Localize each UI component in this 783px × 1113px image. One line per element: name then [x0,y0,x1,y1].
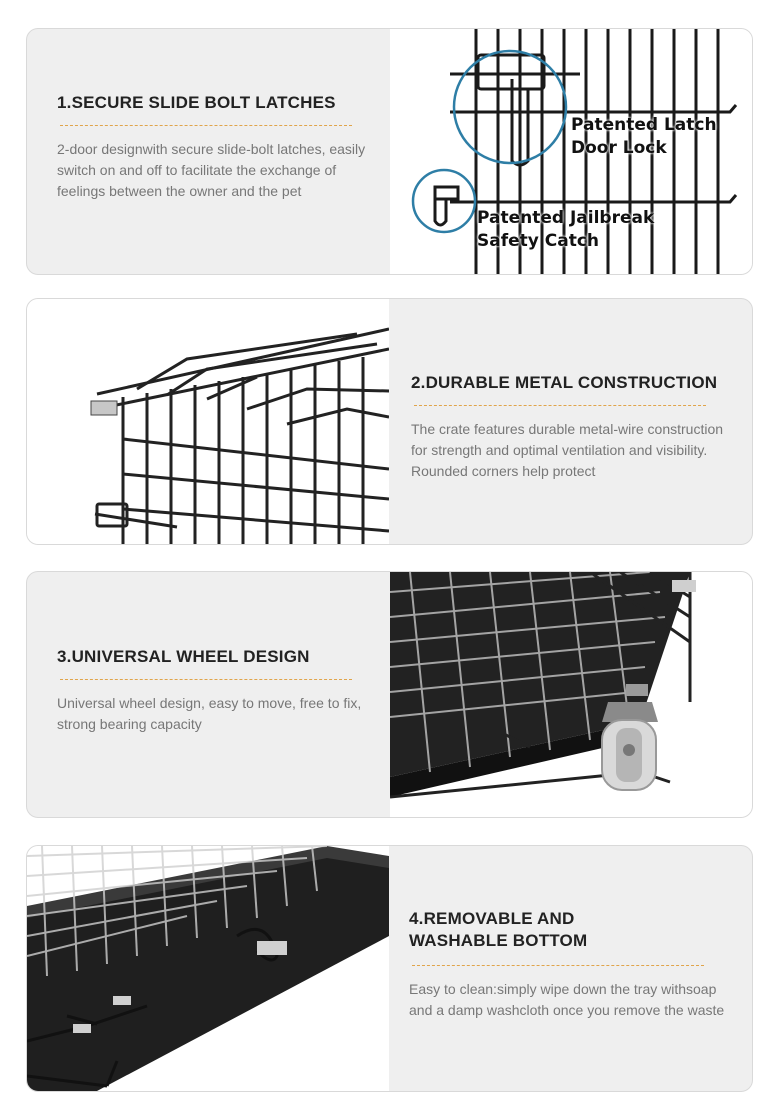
feature-text-3 [57,646,367,735]
feature-card-wheel [26,571,753,818]
dashed-divider [60,679,352,680]
feature-card-metal [26,298,753,545]
feature-card-latches [26,28,753,275]
dashed-divider [60,125,352,126]
feature-title: 3.UNIVERSAL WHEEL DESIGN [57,647,310,666]
feature-title: 2.DURABLE METAL CONSTRUCTION [411,373,718,392]
wheel-closeup-photo [390,572,752,817]
latch-callout-ring [454,51,566,163]
feature-text-4 [409,908,739,1021]
feature-description: Easy to clean:simply wipe down the tray withsoap and a damp washcloth once you remove the waste [409,981,725,1018]
feature-card-tray [26,845,753,1092]
catch-callout-label: Patented Jailbreak Safety Catch [477,208,655,251]
feature-text-2 [411,372,741,482]
tray-illustration [27,846,389,1091]
dashed-divider [414,405,706,406]
feature-description: The crate features durable metal-wire construction for strength and optimal ventilation and visibility. Rounded corners help protect [411,421,724,479]
feature-text-1 [57,92,367,202]
crate-wire-illustration [27,299,389,544]
wheel-illustration [390,572,752,817]
feature-description: 2-door designwith secure slide-bolt latches, easily switch on and off to facilitate the exchange of feelings between the owner and the pet [57,141,366,199]
feature-title: 4.REMOVABLE AND WASHABLE BOTTOM [409,909,588,950]
crate-wire-photo [27,299,389,544]
tray-photo [27,846,389,1091]
feature-description: Universal wheel design, easy to move, free to fix, strong bearing capacity [57,695,362,732]
latch-closeup-photo [390,29,752,274]
latch-callout-label: Patented Latch Door Lock [571,115,717,158]
dashed-divider [412,965,704,966]
wheel-mount [626,684,648,696]
feature-title: 1.SECURE SLIDE BOLT LATCHES [57,93,336,112]
